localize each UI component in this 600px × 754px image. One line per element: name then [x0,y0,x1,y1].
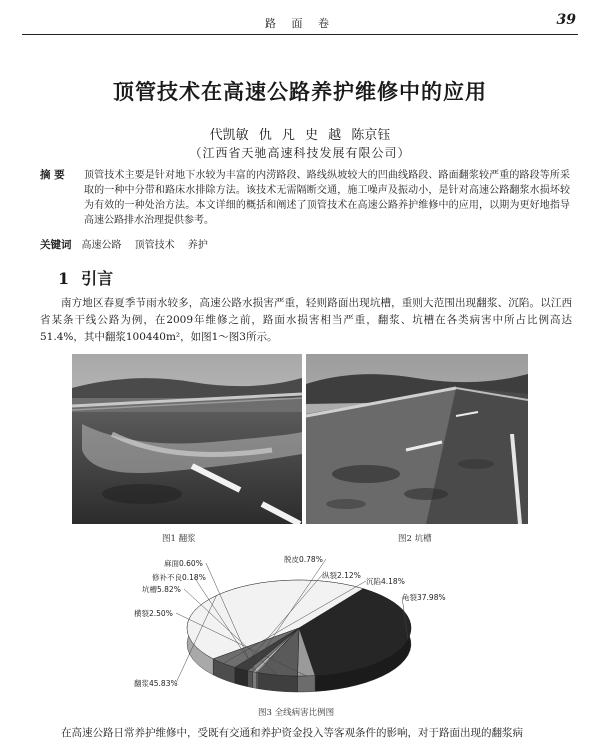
abstract [40,168,570,228]
authors: 代凯敏 仇 凡 史 越 陈京钰 [209,128,391,143]
abstract-text: 顶管技术主要是针对地下水较为丰富的内涝路段、路线纵坡较大的凹曲线路段、路面翻浆较严重的路段等所采取的一种中分带和路床水排除方法。该技术无需隔断交通，施工噪声及振动小，是针对高速公路翻浆水损坏较为有效的一种处治方法。本文详细的概括和阐述了顶管技术在高速公路养护维修中的应用，以期为更好地指导高速公路排水治理提供参考。 [84,170,570,226]
pie-slice-side-5 [253,672,257,689]
pie-label-8: 沉陷4.18% [366,577,405,586]
figure-2-photo [306,354,528,524]
figure-3-caption: 图3 全线病害比例图 [258,708,335,718]
running-header [22,8,578,35]
figure-1-caption: 图1 翻浆 [162,534,196,544]
journal-name: 路 面 卷 [265,17,335,30]
continuing-text: 在高速公路日常养护维修中，受既有交通和养护资金投入等客观条件的影响，对于路面出现的翻浆病 [61,727,523,739]
figure-2-caption: 图2 坑槽 [398,534,432,544]
section-heading [58,266,113,289]
pie-label-6: 脱皮0.78% [284,555,323,564]
paper-title: 顶管技术在高速公路养护维修中的应用 [113,79,487,104]
pie-label-5: 麻面0.60% [164,559,203,568]
affiliation: （江西省天驰高速科技发展有限公司） [189,146,411,160]
figure-1-photo [72,354,302,524]
pie-label-0: 翻浆45.83% [134,679,178,688]
section-title: 引言 [81,269,114,288]
body-paragraph [40,295,572,346]
keywords-value: 高速公路 顶管技术 养护 [81,240,208,251]
pie-label-1: 龟裂37.98% [402,593,446,602]
section-number: 1 [58,269,70,288]
page-number: 39 [556,12,576,28]
pie-slice-side-2 [298,676,316,692]
pie-label-4: 修补不良0.18% [152,573,206,582]
keywords-label: 关键词 [40,239,72,251]
pie-label-2: 横裂2.50% [134,609,173,618]
abstract-label: 摘 要 [40,169,65,181]
body-text: 南方地区春夏季节雨水较多，高速公路水损害严重，轻则路面出现坑槽，重则大范围出现翻浆、沉陷。以江西省某条干线公路为例，在2009年维修之前，路面水损害相当严重，翻浆、坑槽在各类病害中所占比例高达51.4%，其中翻浆100440m²，如图1～图3所示。 [40,297,572,343]
defect-pie-chart [134,550,464,700]
pie-label-7: 纵裂2.12% [322,571,361,580]
keywords [40,236,208,252]
pie-slice-side-6 [248,671,253,688]
pie-label-3: 坑槽5.82% [142,585,181,594]
